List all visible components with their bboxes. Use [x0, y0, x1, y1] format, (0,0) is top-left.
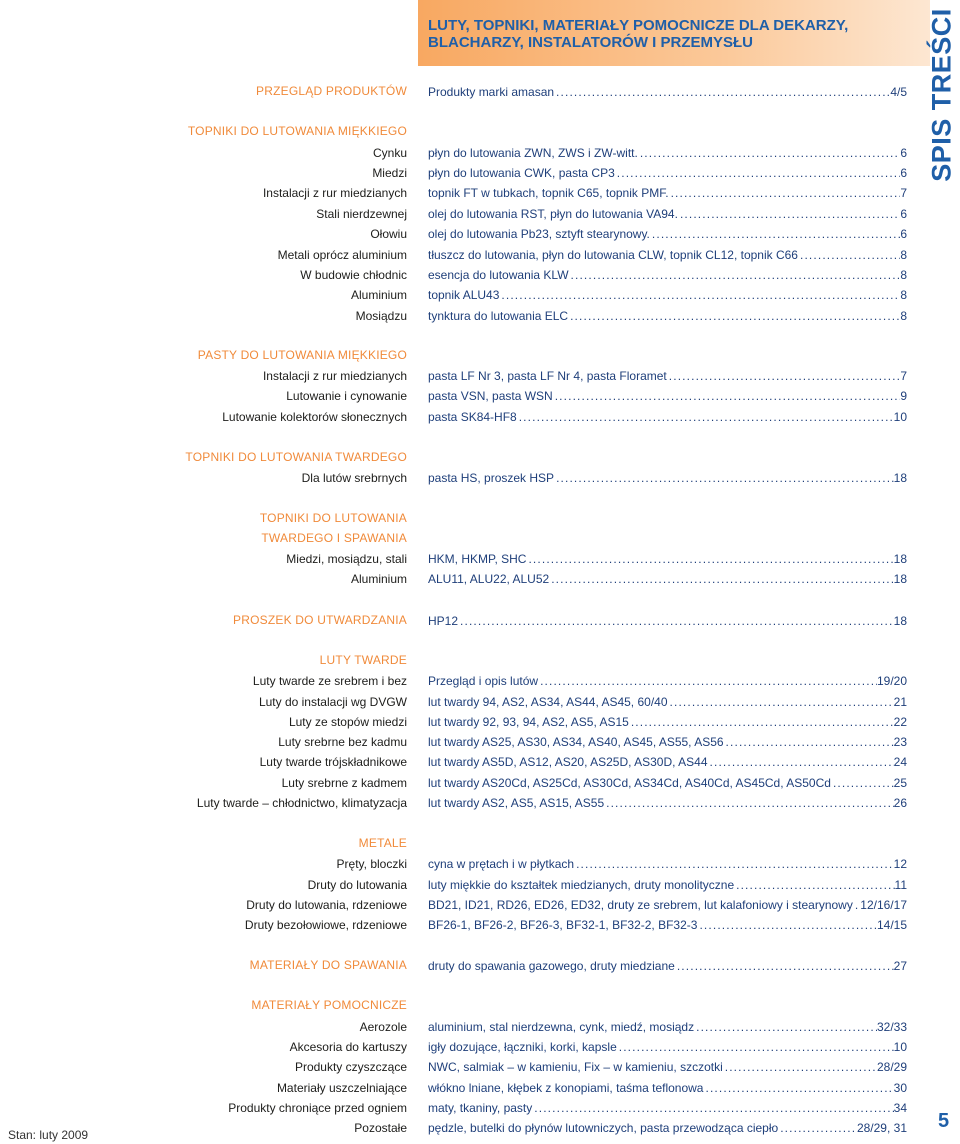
toc-page: 8 — [900, 268, 907, 282]
page-title-line1: LUTY, TOPNIKI, MATERIAŁY POMOCNICZE DLA DEKARZY, — [428, 17, 849, 34]
page-title-line2: BLACHARZY, INSTALATORÓW I PRZEMYSŁU — [428, 34, 753, 51]
status-date: Stan: luty 2009 — [8, 1128, 89, 1142]
toc-category: Luty twarde – chłodnictwo, klimatyzacja — [196, 796, 407, 810]
toc-page: 28/29, 31 — [856, 1121, 907, 1135]
toc-row[interactable] — [0, 754, 960, 772]
toc-row[interactable] — [0, 247, 960, 265]
dot-leader — [526, 551, 893, 567]
toc-category: Luty twarde trójskładnikowe — [259, 755, 407, 769]
dot-leader — [538, 673, 877, 689]
section-heading: TOPNIKI DO LUTOWANIA TWARDEGO — [185, 450, 407, 464]
dot-leader — [604, 795, 894, 811]
toc-page: 18 — [893, 614, 907, 628]
section-heading: TOPNIKI DO LUTOWANIA MIĘKKIEGO — [187, 124, 407, 138]
toc-desc: pasta VSN, pasta WSN — [428, 389, 553, 403]
toc-page: 21 — [893, 695, 907, 709]
toc-category: Luty srebrne bez kadmu — [278, 735, 407, 749]
dot-leader — [778, 1120, 857, 1136]
toc-category: Metali oprócz aluminium — [277, 248, 407, 262]
section-heading: PRZEGLĄD PRODUKTÓW — [256, 84, 407, 98]
toc-desc: olej do lutowania RST, płyn do lutowania VA94. — [428, 207, 678, 221]
toc-category: Druty do lutowania, rdzeniowe — [246, 898, 407, 912]
toc-row[interactable] — [0, 409, 960, 427]
toc-desc: cyna w prętach i w płytkach — [428, 857, 575, 871]
dot-leader — [831, 775, 894, 791]
toc-row[interactable] — [0, 1100, 960, 1118]
toc-page: 12 — [893, 857, 907, 871]
toc-page: 25 — [893, 776, 907, 790]
toc-category: W budowie chłodnic — [300, 268, 407, 282]
toc-desc: igły dozujące, łączniki, korki, kapsle — [428, 1040, 617, 1054]
toc-desc: druty do spawania gazowego, druty miedziane — [428, 959, 675, 973]
toc-category: Stali nierdzewnej — [316, 207, 407, 221]
toc-row[interactable] — [0, 795, 960, 813]
toc-desc: lut twardy AS2, AS5, AS15, AS55 — [428, 796, 605, 810]
toc-page: 11 — [894, 878, 907, 892]
toc-desc: pędzle, butelki do płynów lutowniczych, pasta przewodząca ciepło — [428, 1121, 779, 1135]
section-heading: MATERIAŁY DO SPAWANIA — [249, 958, 407, 972]
toc-row[interactable] — [0, 897, 960, 915]
section-heading: PASTY DO LUTOWANIA MIĘKKIEGO — [197, 348, 407, 362]
toc-desc: BF26-1, BF26-2, BF26-3, BF32-1, BF32-2, BF32-3 — [428, 918, 698, 932]
toc-row[interactable] — [0, 165, 960, 183]
toc-page: 19/20 — [876, 674, 907, 688]
toc-row[interactable] — [0, 917, 960, 935]
toc-desc: tynktura do lutowania ELC — [428, 309, 569, 323]
toc-desc: ALU11, ALU22, ALU52 — [428, 572, 550, 586]
dot-leader — [734, 877, 894, 893]
dot-leader — [708, 754, 894, 770]
toc-desc: płyn do lutowania CWK, pasta CP3 — [428, 166, 615, 180]
toc-desc: płyn do lutowania ZWN, ZWS i ZW-witt. — [428, 146, 638, 160]
toc-row[interactable] — [0, 84, 960, 102]
dot-leader — [517, 409, 894, 425]
dot-leader — [553, 388, 901, 404]
dot-leader — [629, 714, 894, 730]
dot-leader — [668, 694, 894, 710]
toc-desc: lut twardy AS25, AS30, AS34, AS40, AS45, AS55, AS56 — [428, 735, 724, 749]
dot-leader — [724, 734, 894, 750]
toc-page: 7 — [900, 186, 907, 200]
toc-row[interactable] — [0, 958, 960, 976]
toc-desc: tłuszcz do lutowania, płyn do lutowania CLW, topnik CL12, topnik C66 — [428, 248, 798, 262]
toc-row[interactable] — [0, 877, 960, 895]
side-title-text: SPIS TREŚCI — [926, 8, 957, 182]
toc-page: 26 — [893, 796, 907, 810]
toc-page: 6 — [900, 207, 907, 221]
toc-page: 7 — [900, 369, 907, 383]
toc-desc: olej do lutowania Pb23, sztyft stearynowy. — [428, 227, 650, 241]
toc-desc: włókno lniane, kłębek z konopiami, taśma teflonowa — [428, 1081, 704, 1095]
toc-category: Pozostałe — [354, 1121, 407, 1135]
dot-leader — [458, 613, 894, 629]
toc-category: Produkty chroniące przed ogniem — [228, 1101, 407, 1115]
dot-leader — [574, 856, 894, 872]
section-heading: PROSZEK DO UTWARDZANIA — [233, 613, 407, 627]
toc-page: 22 — [893, 715, 907, 729]
toc-desc: pasta SK84-HF8 — [428, 410, 517, 424]
toc-page: 8 — [900, 248, 907, 262]
toc-desc: pasta HS, proszek HSP — [428, 471, 555, 485]
toc-row[interactable] — [0, 714, 960, 732]
toc-category: Produkty czyszczące — [294, 1060, 407, 1074]
toc-page: 30 — [893, 1081, 907, 1095]
toc-page: 8 — [900, 288, 907, 302]
toc-row[interactable] — [0, 1120, 960, 1138]
toc-row[interactable] — [0, 267, 960, 285]
toc-page: 24 — [893, 755, 907, 769]
page-title — [428, 17, 908, 51]
toc-category: Luty twarde ze srebrem i bez — [252, 674, 407, 688]
toc-category: Ołowiu — [370, 227, 407, 241]
toc-page: 8 — [900, 309, 907, 323]
toc-desc: topnik ALU43 — [428, 288, 500, 302]
dot-leader — [853, 897, 860, 913]
toc-row[interactable] — [0, 226, 960, 244]
dot-leader — [569, 267, 901, 283]
dot-leader — [532, 1100, 893, 1116]
toc-category: Druty bezołowiowe, rdzeniowe — [244, 918, 407, 932]
dot-leader — [615, 165, 901, 181]
dot-leader — [723, 1059, 877, 1075]
toc-row[interactable] — [0, 308, 960, 326]
toc-category: Cynku — [372, 146, 407, 160]
page-number: 5 — [938, 1110, 950, 1132]
toc-category: Instalacji z rur miedzianych — [262, 369, 407, 383]
toc-category: Akcesoria do kartuszy — [289, 1040, 407, 1054]
toc-row[interactable] — [0, 145, 960, 163]
toc-category: Pręty, bloczki — [336, 857, 407, 871]
toc-page: 6 — [900, 166, 907, 180]
toc-row[interactable] — [0, 613, 960, 631]
toc-category: Aluminium — [350, 288, 407, 302]
toc-category: Luty ze stopów miedzi — [288, 715, 407, 729]
section-heading: MATERIAŁY POMOCNICZE — [251, 998, 407, 1012]
toc-row[interactable] — [0, 287, 960, 305]
toc-page: 10 — [893, 1040, 907, 1054]
toc-row[interactable] — [0, 470, 960, 488]
dot-leader — [669, 185, 901, 201]
toc-row[interactable] — [0, 1039, 960, 1057]
toc-desc: maty, tkaniny, pasty — [428, 1101, 533, 1115]
toc-desc: HP12 — [428, 614, 459, 628]
toc-desc: lut twardy AS5D, AS12, AS20, AS25D, AS30D, AS44 — [428, 755, 708, 769]
toc-page: 9 — [900, 389, 907, 403]
dot-leader — [568, 308, 900, 324]
dot-leader — [703, 1080, 893, 1096]
toc-category: Miedzi, mosiądzu, stali — [286, 552, 407, 566]
toc-category: Druty do lutowania — [307, 878, 407, 892]
toc-desc: lut twardy 94, AS2, AS34, AS44, AS45, 60/40 — [428, 695, 668, 709]
toc-row[interactable] — [0, 734, 960, 752]
dot-leader — [697, 917, 877, 933]
toc-row[interactable] — [0, 1080, 960, 1098]
toc-row[interactable] — [0, 1059, 960, 1077]
toc-desc: esencja do lutowania KLW — [428, 268, 569, 282]
section-heading: METALE — [358, 836, 407, 850]
toc-page: 28/29 — [876, 1060, 907, 1074]
toc-row[interactable] — [0, 206, 960, 224]
toc-row[interactable] — [0, 775, 960, 793]
dot-leader — [617, 1039, 894, 1055]
toc-category: Lutowanie kolektorów słonecznych — [222, 410, 407, 424]
dot-leader — [554, 470, 894, 486]
toc-desc: lut twardy AS20Cd, AS25Cd, AS30Cd, AS34Cd, AS40Cd, AS45Cd, AS50Cd — [428, 776, 831, 790]
section-heading: TOPNIKI DO LUTOWANIA — [259, 511, 407, 525]
toc-row[interactable] — [0, 185, 960, 203]
toc-desc: pasta LF Nr 3, pasta LF Nr 4, pasta Floramet — [428, 369, 667, 383]
toc-row[interactable] — [0, 694, 960, 712]
toc-page: 32/33 — [876, 1020, 907, 1034]
toc-desc: topnik FT w tubkach, topnik C65, topnik PMF. — [428, 186, 669, 200]
toc-category: Luty do instalacji wg DVGW — [258, 695, 407, 709]
toc-page: 23 — [893, 735, 907, 749]
toc-row[interactable] — [0, 571, 960, 589]
toc-page: 34 — [893, 1101, 907, 1115]
toc-category: Miedzi — [372, 166, 407, 180]
dot-leader — [675, 958, 894, 974]
toc-row[interactable] — [0, 1019, 960, 1037]
dot-leader — [667, 368, 901, 384]
toc-page: 10 — [893, 410, 907, 424]
toc-page: 14/15 — [876, 918, 907, 932]
toc-row[interactable] — [0, 551, 960, 569]
dot-leader — [650, 226, 900, 242]
toc-category: Aerozole — [359, 1020, 407, 1034]
toc-desc: Produkty marki amasan — [428, 85, 555, 99]
toc-desc: NWC, salmiak – w kamieniu, Fix – w kamieniu, szczotki — [428, 1060, 723, 1074]
dot-leader — [798, 247, 900, 263]
toc-desc: lut twardy 92, 93, 94, AS2, AS5, AS15 — [428, 715, 629, 729]
toc-category: Dla lutów srebrnych — [301, 471, 407, 485]
toc-row[interactable] — [0, 388, 960, 406]
toc-category: Instalacji z rur miedzianych — [262, 186, 407, 200]
toc-row[interactable] — [0, 673, 960, 691]
toc-row[interactable] — [0, 368, 960, 386]
dot-leader — [694, 1019, 877, 1035]
toc-desc: Przegląd i opis lutów — [428, 674, 539, 688]
toc-desc: luty miękkie do kształtek miedzianych, druty monolityczne — [428, 878, 735, 892]
dot-leader — [499, 287, 900, 303]
toc-category: Luty srebrne z kadmem — [281, 776, 407, 790]
toc-category: Materiały uszczelniające — [276, 1081, 407, 1095]
toc-category: Lutowanie i cynowanie — [286, 389, 407, 403]
section-heading: LUTY TWARDE — [319, 653, 407, 667]
dot-leader — [554, 84, 890, 100]
toc-desc: BD21, ID21, RD26, ED26, ED32, druty ze srebrem, lut kalafoniowy i stearynowy — [428, 898, 853, 912]
dot-leader — [678, 206, 900, 222]
toc-page: 4/5 — [890, 85, 907, 99]
toc-category: Aluminium — [350, 572, 407, 586]
toc-desc: HKM, HKMP, SHC — [428, 552, 527, 566]
dot-leader — [638, 145, 900, 161]
dot-leader — [549, 571, 893, 587]
section-heading: TWARDEGO I SPAWANIA — [261, 531, 407, 545]
toc-page: 27 — [893, 959, 907, 973]
toc-row[interactable] — [0, 856, 960, 874]
toc-page: 18 — [893, 471, 907, 485]
toc-page: 6 — [900, 227, 907, 241]
toc-page: 12/16/17 — [860, 898, 907, 912]
toc-category: Mosiądzu — [355, 309, 407, 323]
toc-page: 18 — [893, 572, 907, 586]
toc-desc: aluminium, stal nierdzewna, cynk, miedź, mosiądz — [428, 1020, 695, 1034]
toc-page: 6 — [900, 146, 907, 160]
toc-page: 18 — [893, 552, 907, 566]
